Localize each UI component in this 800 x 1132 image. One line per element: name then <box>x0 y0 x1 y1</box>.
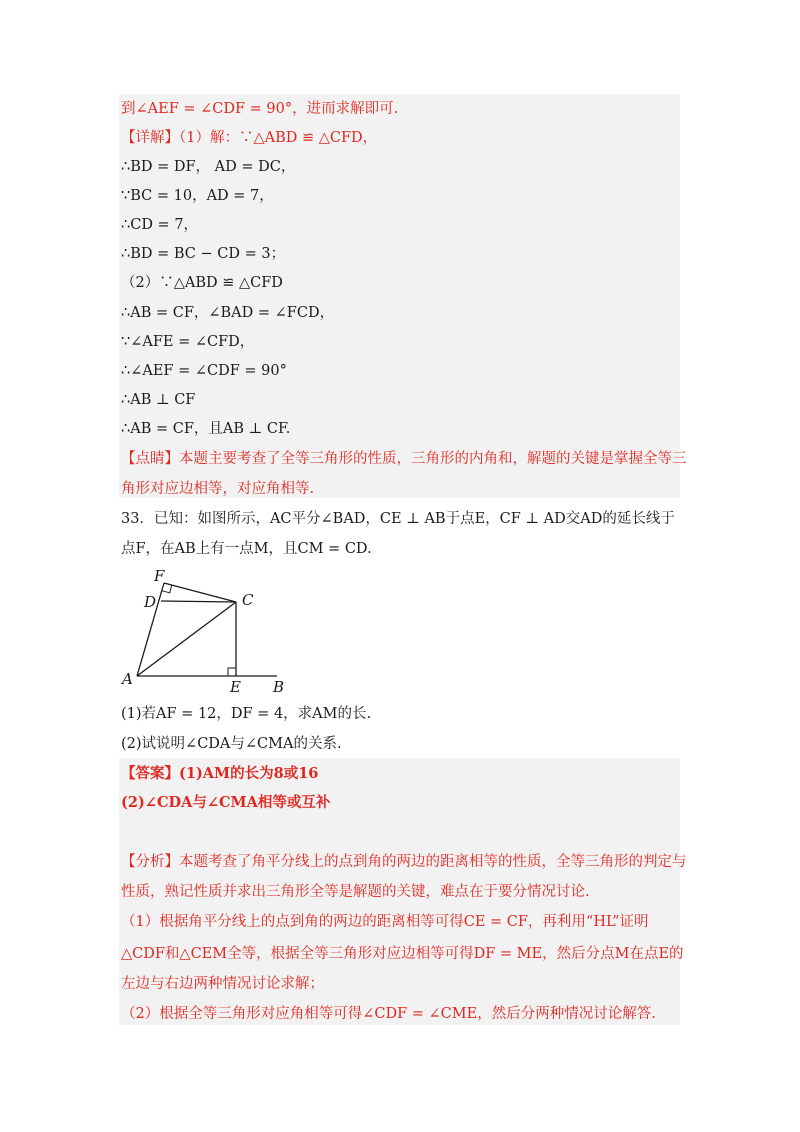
solution-line-13: 【点睛】本题主要考查了全等三角形的性质，三角形的内角和，解题的关键是掌握全等三 <box>121 451 687 467</box>
solution-line-10: ∴∠AEF = ∠CDF = 90° <box>121 363 287 379</box>
solution-line-7: （2）∵△ABD ≌ △CFD <box>121 275 283 291</box>
solution-line-5: ∴CD = 7， <box>121 217 199 233</box>
label-E: E <box>230 678 241 695</box>
segment-AC <box>137 602 236 676</box>
analysis-line-1: 【分析】本题考查了角平分线上的点到角的两边的距离相等的性质，全等三角形的判定与 <box>121 854 687 870</box>
solution-line-14: 角形对应边相等，对应角相等. <box>121 481 315 497</box>
answer-line-2: (2)∠CDA与∠CMA相等或互补 <box>121 794 331 811</box>
solution-line-1: 到∠AEF = ∠CDF = 90°，进而求解即可. <box>121 101 399 117</box>
question-2: (2)试说明∠CDA与∠CMA的关系. <box>121 736 342 752</box>
label-C: C <box>242 591 254 609</box>
solution-line-6: ∴BD = BC − CD = 3； <box>121 246 286 262</box>
analysis-line-4: △CDF和△CEM全等，根据全等三角形对应边相等可得DF = ME，然后分点M在点E的 <box>121 946 684 962</box>
question-1: (1)若AF = 12，DF = 4，求AM的长. <box>121 706 372 722</box>
problem-statement-line-1: 33．已知：如图所示，AC平分∠BAD，CE ⊥ AB于点E，CF ⊥ AD交AD的延长线于 <box>121 511 675 527</box>
solution-line-11: ∴AB ⊥ CF <box>121 392 196 408</box>
solution-line-8: ∴AB = CF，∠BAD = ∠FCD， <box>121 305 335 321</box>
analysis-line-3: （1）根据角平分线上的点到角的两边的距离相等可得CE = CF，再利用“HL”证明 <box>121 914 649 930</box>
solution-line-2: 【详解】（1）解：∵△ABD ≌ △CFD， <box>121 130 378 146</box>
analysis-line-6: （2）根据全等三角形对应角相等可得∠CDF = ∠CME，然后分两种情况讨论解答. <box>121 1006 656 1022</box>
label-B: B <box>273 678 285 695</box>
solution-line-12: ∴AB = CF，且AB ⊥ CF. <box>121 421 291 437</box>
analysis-line-5: 左边与右边两种情况讨论求解； <box>121 976 324 992</box>
solution-line-4: ∵BC = 10，AD = 7， <box>121 188 274 204</box>
geometry-figure <box>118 565 288 695</box>
answer-line-1: 【答案】(1)AM的长为8或16 <box>121 765 319 782</box>
problem-statement-line-2: 点F，在AB上有一点M，且CM = CD. <box>121 541 372 557</box>
segment-FC <box>164 583 236 602</box>
solution-line-3: ∴BD = DF， AD = DC， <box>121 159 296 175</box>
analysis-line-2: 性质，熟记性质并求出三角形全等是解题的关键，难点在于要分情况讨论. <box>121 884 590 900</box>
label-A: A <box>122 670 133 688</box>
solution-line-9: ∵∠AFE = ∠CFD， <box>121 334 255 350</box>
label-F: F <box>154 567 165 585</box>
right-angle-mark-E <box>228 668 236 676</box>
segment-DC <box>161 601 236 602</box>
label-D: D <box>144 593 157 611</box>
